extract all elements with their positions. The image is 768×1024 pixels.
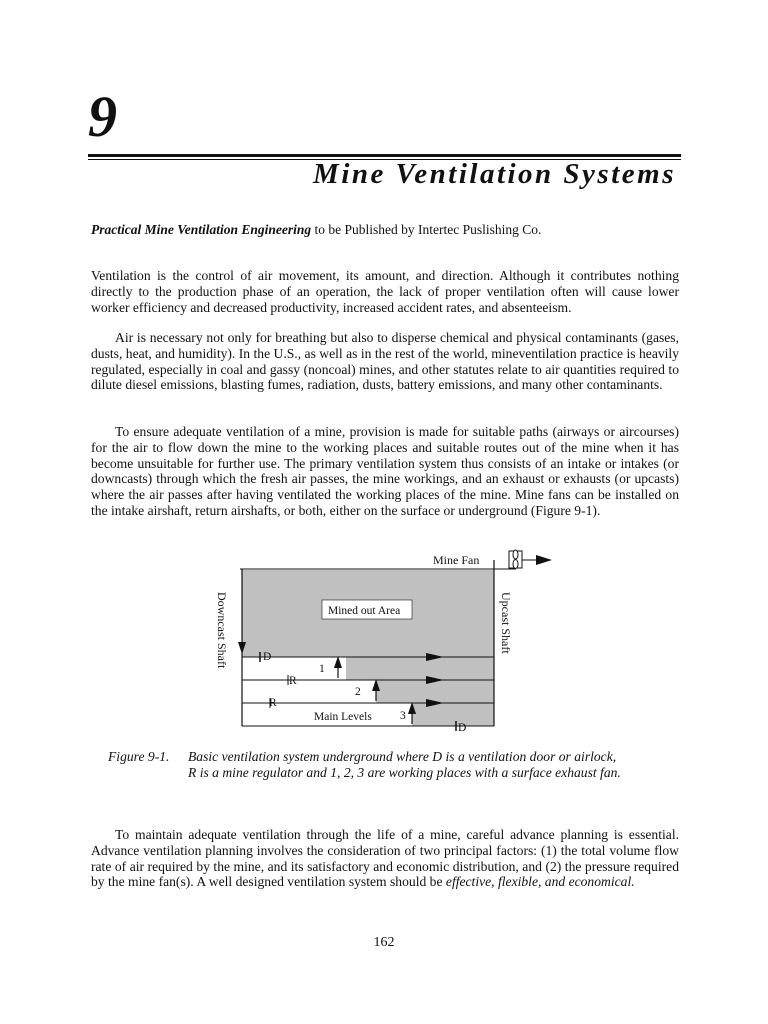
paragraph-air: Air is necessary not only for breathing but also to disperse chemical and physical contaminants (gases, dusts, heat, and humidity). In the U.S., as well as in the rest of the world, mineventilation practice is heavily regulated, especially in coal and gassy (noncoal) mines, and other statutes relate to air quantities required to dilute diesel emissions, blasting fumes, radiation, dusts, battery emissions, and many other contaminants. [91, 330, 679, 393]
mined-out-area-label: Mined out Area [328, 605, 401, 617]
mine-fan-label: Mine Fan [433, 553, 480, 567]
title-rule-thick [88, 154, 681, 157]
workplace-2-label: 2 [355, 686, 361, 698]
downcast-shaft-label: Downcast Shaft [215, 592, 229, 669]
regulator-label-1: R [289, 675, 297, 687]
book-title: Practical Mine Ventilation Engineering [91, 222, 312, 237]
ventilation-diagram [200, 548, 560, 738]
planning-emphasis: effective, flexible, and economical. [445, 874, 635, 890]
fan-icon [509, 550, 522, 569]
caption-line-2: R is a mine regulator and 1, 2, 3 are working places with a surface exhaust fan. [188, 765, 621, 780]
caption-label: Figure 9-1. [108, 749, 170, 764]
workplace-1-label: 1 [319, 663, 325, 675]
byline-publisher: to be Published by Intertec Puslishing Co. [314, 222, 542, 237]
paragraph-intro: Ventilation is the control of air movement, its amount, and direction. Although it contributes nothing directly to the production phase of an operation, the lack of proper ventilation often will cause lower worker efficiency and decreased productivity, increased accident rates, and absenteeism. [91, 268, 679, 315]
regulator-label-2: R [269, 697, 277, 709]
exhaust-arrow-icon [536, 555, 552, 565]
workplace-1-arrow [334, 656, 342, 668]
chapter-number: 9 [88, 84, 117, 149]
figure-caption [108, 749, 688, 781]
door-label-2: D [458, 722, 467, 734]
main-levels-label: Main Levels [314, 711, 372, 723]
paragraph-paths: To ensure adequate ventilation of a mine, provision is made for suitable paths (airways or aircourses) for the air to flow down the mine to the working places and suitable routes out of the mine when it has become unsuitable for further use. The primary ventilation system thus consists of an intake or intakes (or downcasts) through which the fresh air passes, the mine workings, and an exhaust or exhausts (or upcasts) where the air passes after having ventilated the working places of the mine. Mine fans can be installed on the intake airshaft, return airshafts, or both, either on the surface or underground (Figure 9-1). [91, 424, 679, 518]
byline [91, 222, 541, 238]
planning-text: To maintain adequate ventilation through the life of a mine, careful advance planning is essential. Advance ventilation planning involves the consideration of two principal factors: (1) the total volume flow rate of air required by the mine, and its satisfactory and economic distribution, and (2) the pressure required by the mine fan(s). A well designed ventilation system should be [91, 827, 679, 890]
upcast-shaft-label: Upcast Shaft [499, 592, 513, 654]
page-number: 162 [373, 935, 395, 950]
workplace-3-label: 3 [400, 710, 406, 722]
paragraph-planning [91, 827, 679, 890]
caption-line-1: Basic ventilation system underground where D is a ventilation door or airlock, [188, 749, 617, 764]
chapter-title: Mine Ventilation Systems [313, 158, 676, 190]
door-label-1: D [263, 651, 272, 663]
